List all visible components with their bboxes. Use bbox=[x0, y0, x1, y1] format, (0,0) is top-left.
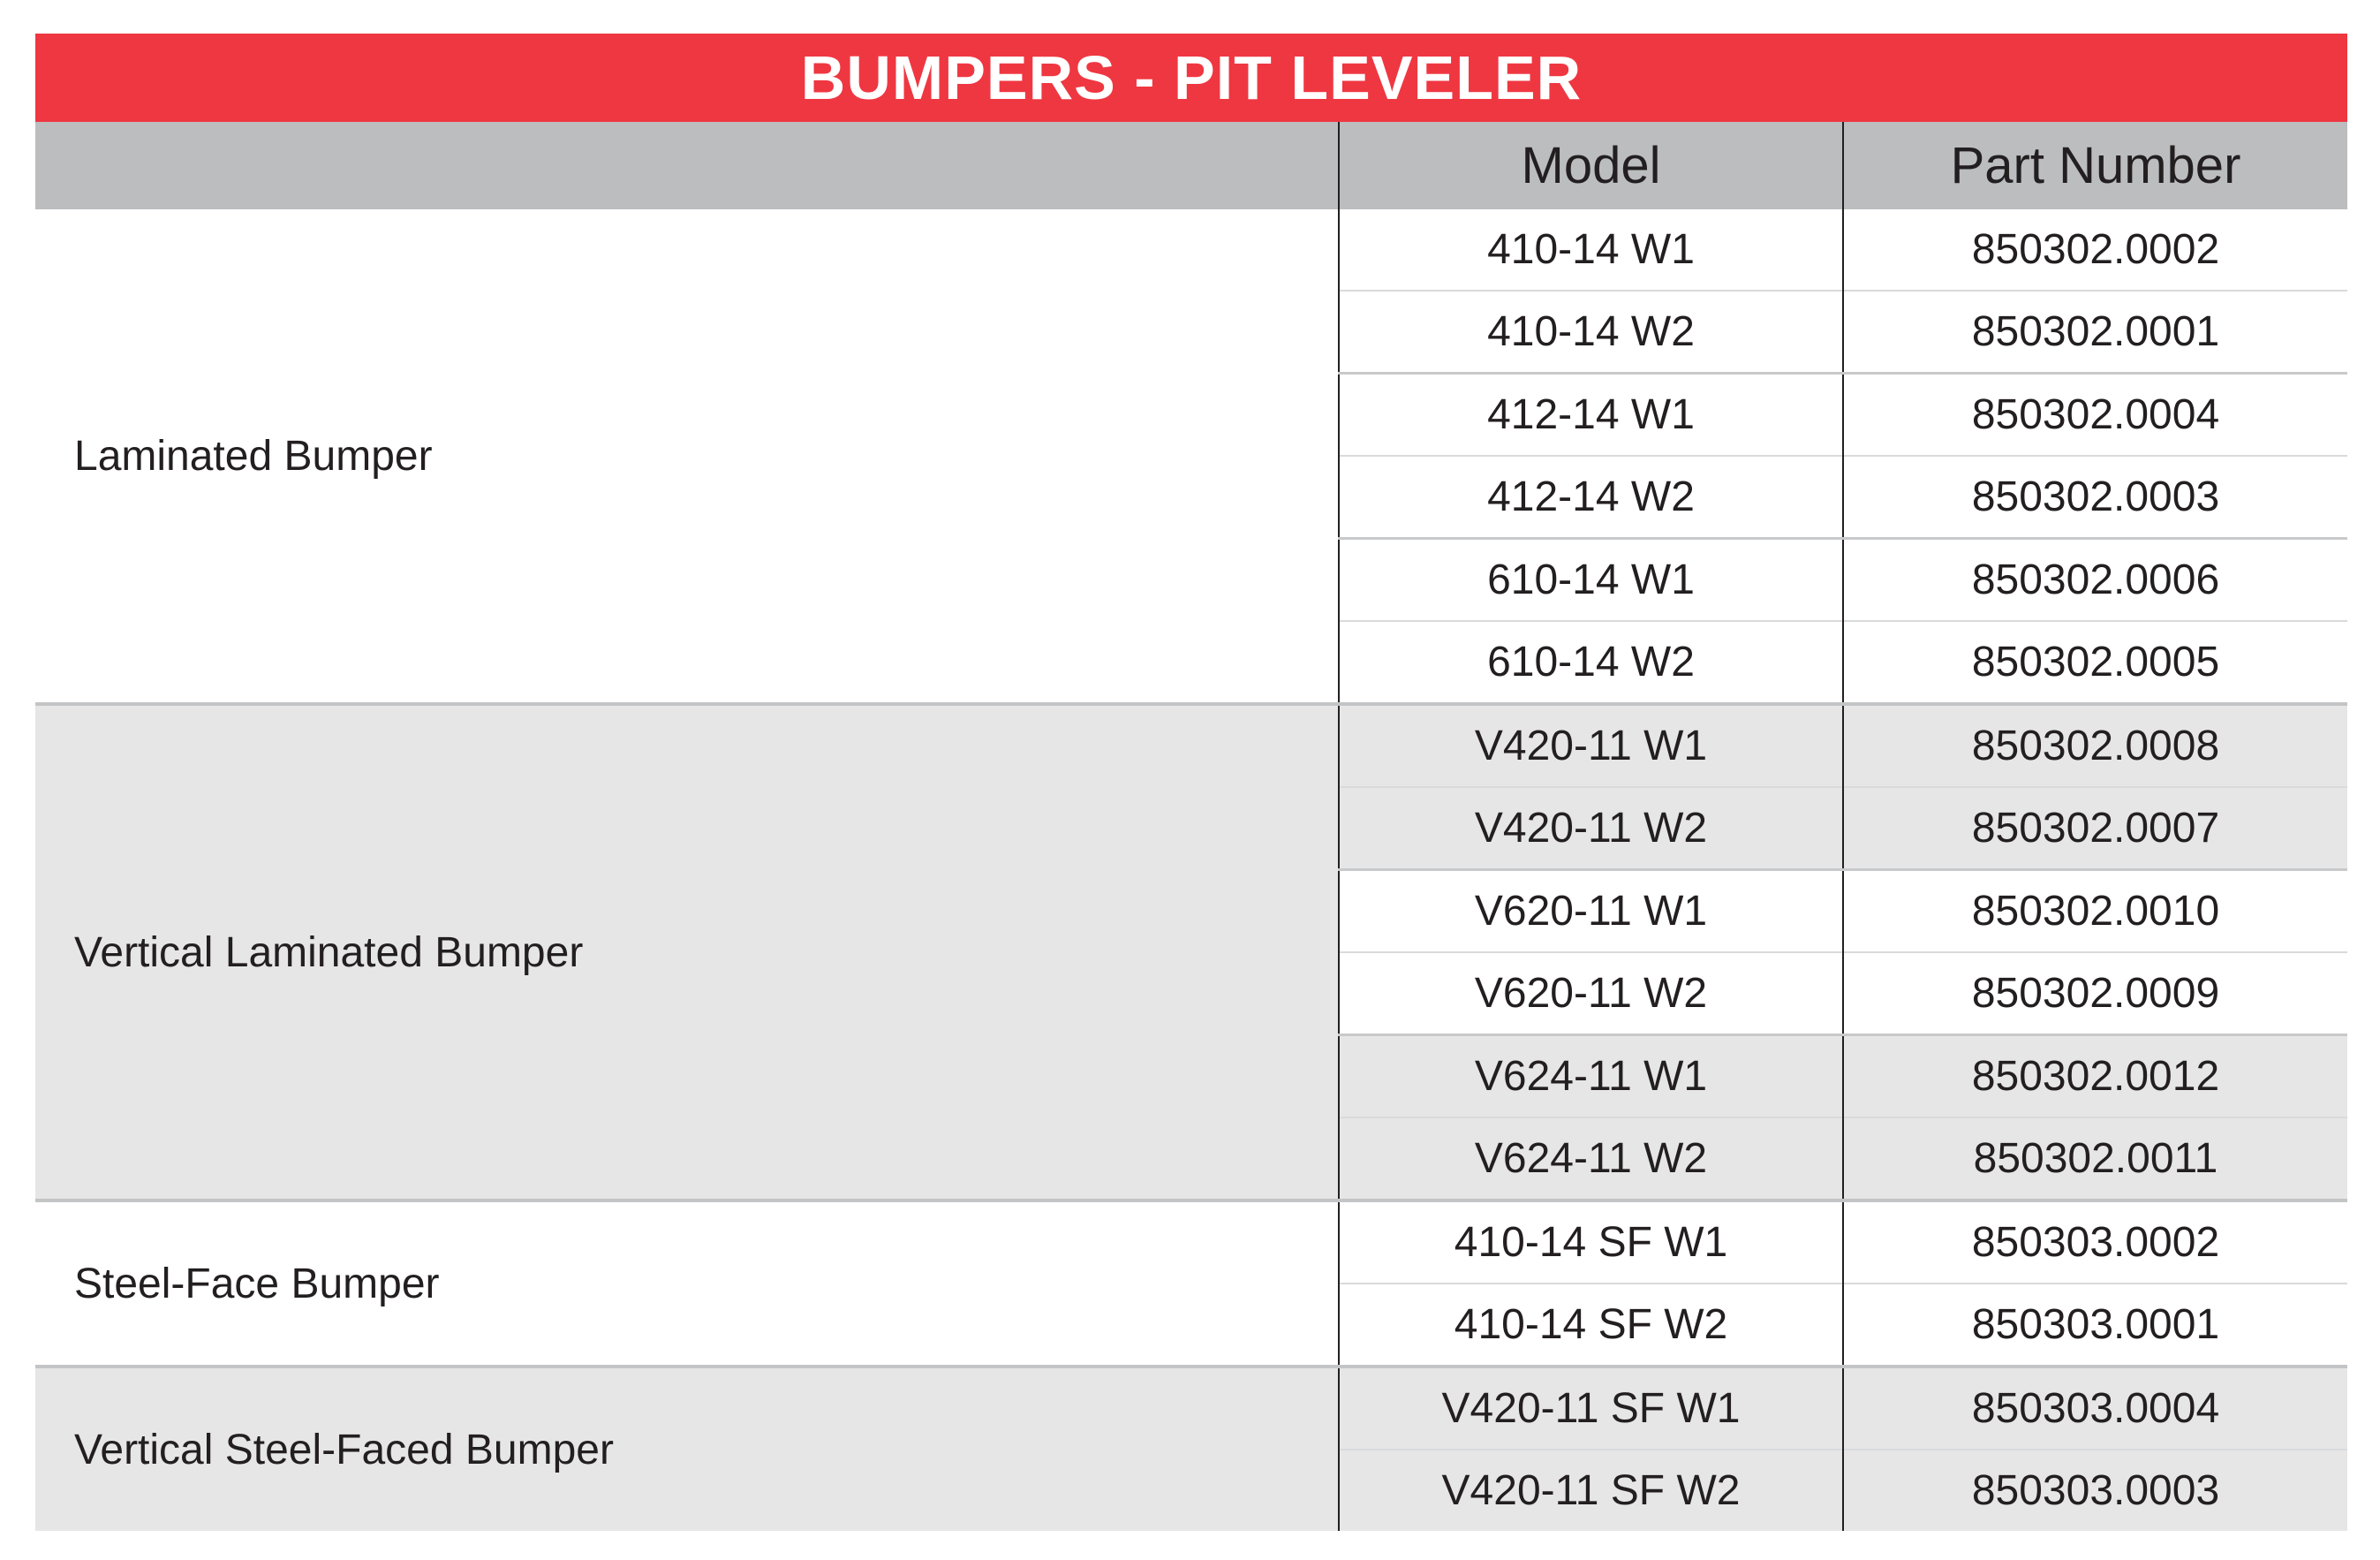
model-cell: V620-11 W1 bbox=[1339, 870, 1843, 953]
model-cell: V624-11 W1 bbox=[1339, 1035, 1843, 1118]
table-row bbox=[35, 704, 2347, 787]
part-number-cell: 850302.0006 bbox=[1843, 539, 2347, 622]
part-number-cell: 850302.0008 bbox=[1843, 704, 2347, 787]
part-number-cell: 850303.0002 bbox=[1843, 1200, 2347, 1284]
model-cell: 410-14 SF W1 bbox=[1339, 1200, 1843, 1284]
model-cell: V420-11 W2 bbox=[1339, 787, 1843, 870]
part-number-cell: 850303.0003 bbox=[1843, 1450, 2347, 1531]
part-number-cell: 850302.0009 bbox=[1843, 952, 2347, 1035]
table-row bbox=[35, 1367, 2347, 1450]
table-row bbox=[35, 1200, 2347, 1284]
part-number-cell: 850303.0001 bbox=[1843, 1284, 2347, 1367]
part-number-cell: 850302.0007 bbox=[1843, 787, 2347, 870]
parts-table bbox=[35, 122, 2347, 1531]
model-cell: V420-11 SF W1 bbox=[1339, 1367, 1843, 1450]
table-row bbox=[35, 209, 2347, 291]
model-cell: 610-14 W2 bbox=[1339, 621, 1843, 704]
part-number-cell: 850302.0001 bbox=[1843, 291, 2347, 374]
header-row bbox=[35, 122, 2347, 209]
part-number-cell: 850302.0011 bbox=[1843, 1117, 2347, 1200]
parts-sheet bbox=[35, 34, 2347, 1531]
model-cell: 412-14 W2 bbox=[1339, 456, 1843, 539]
model-cell: 410-14 W2 bbox=[1339, 291, 1843, 374]
part-number-cell: 850302.0003 bbox=[1843, 456, 2347, 539]
table-title: BUMPERS - PIT LEVELER bbox=[35, 34, 2347, 122]
model-cell: 610-14 W1 bbox=[1339, 539, 1843, 622]
part-number-cell: 850303.0004 bbox=[1843, 1367, 2347, 1450]
model-cell: 410-14 W1 bbox=[1339, 209, 1843, 291]
part-number-cell: 850302.0002 bbox=[1843, 209, 2347, 291]
header-part-number: Part Number bbox=[1843, 122, 2347, 209]
group-label-vertical-steel-faced-bumper: Vertical Steel-Faced Bumper bbox=[35, 1367, 1339, 1531]
model-cell: V420-11 SF W2 bbox=[1339, 1450, 1843, 1531]
part-number-cell: 850302.0010 bbox=[1843, 870, 2347, 953]
model-cell: V624-11 W2 bbox=[1339, 1117, 1843, 1200]
part-number-cell: 850302.0004 bbox=[1843, 374, 2347, 457]
model-cell: 410-14 SF W2 bbox=[1339, 1284, 1843, 1367]
group-label-steel-face-bumper: Steel-Face Bumper bbox=[35, 1200, 1339, 1367]
header-description bbox=[35, 122, 1339, 209]
model-cell: V620-11 W2 bbox=[1339, 952, 1843, 1035]
part-number-cell: 850302.0005 bbox=[1843, 621, 2347, 704]
group-label-vertical-laminated-bumper: Vertical Laminated Bumper bbox=[35, 704, 1339, 1200]
model-cell: V420-11 W1 bbox=[1339, 704, 1843, 787]
group-label-laminated-bumper: Laminated Bumper bbox=[35, 209, 1339, 704]
header-model: Model bbox=[1339, 122, 1843, 209]
model-cell: 412-14 W1 bbox=[1339, 374, 1843, 457]
part-number-cell: 850302.0012 bbox=[1843, 1035, 2347, 1118]
